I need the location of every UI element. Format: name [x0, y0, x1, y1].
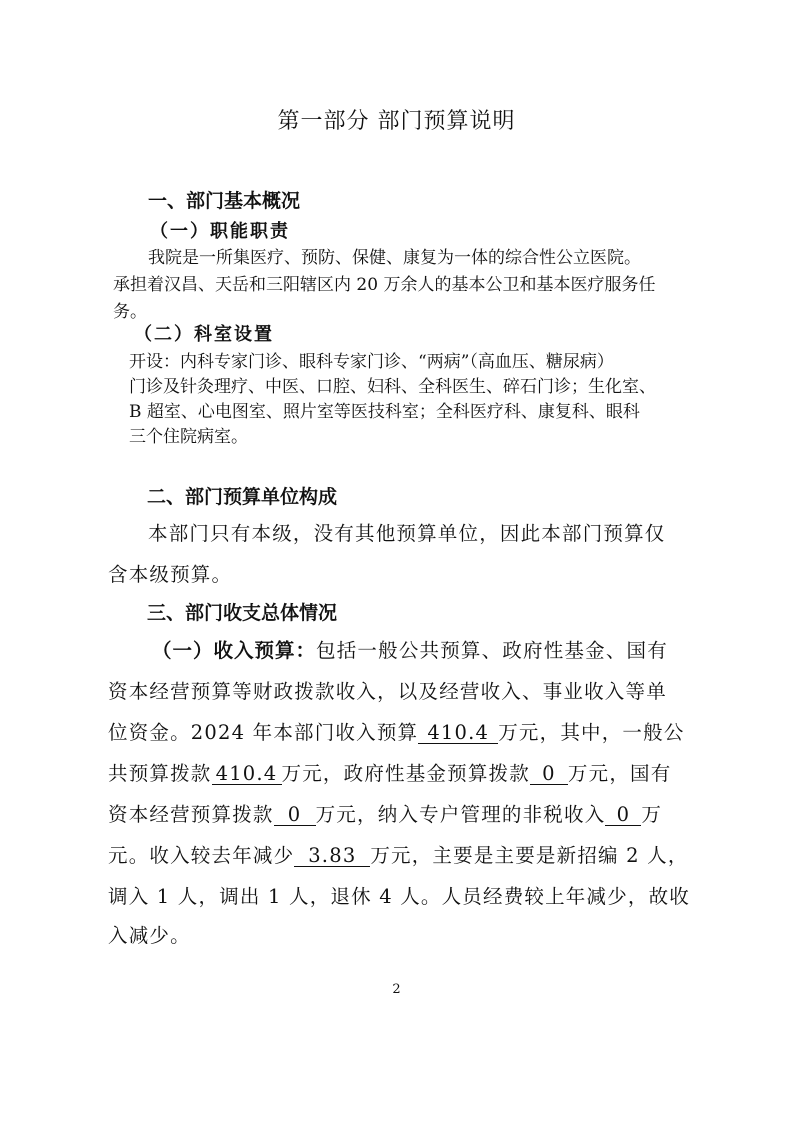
section3-heading: 三、部门收支总体情况	[147, 602, 338, 624]
income-line-7: 调入 1 人，调出 1 人，退休 4 人。人员经费较上年减少，故收	[108, 885, 691, 908]
income-line-5-text-a: 资本经营预算拨款	[108, 803, 274, 826]
income-line-6	[108, 840, 689, 868]
departments-line-1: 开设：内科专家门诊、眼科专家门诊、“两病”（高血压、糖尿病）	[129, 352, 614, 372]
general-budget-value: 410.4	[212, 764, 282, 785]
section2-heading: 二、部门预算单位构成	[147, 486, 338, 508]
gov-fund-value: 0	[530, 764, 568, 785]
section2-line-1: 本部门只有本级，没有其他预算单位，因此本部门预算仅	[148, 522, 666, 545]
section1-sub1-heading: （一）职能职责	[150, 221, 290, 242]
income-line-4	[108, 758, 671, 786]
income-line-3	[108, 717, 685, 745]
income-line-1	[152, 635, 668, 663]
departments-line-3: B 超室、心电图室、照片室等医技科室；全科医疗科、康复科、眼科	[129, 402, 640, 422]
duties-line-3: 务。	[113, 302, 147, 322]
income-line-3-text-a: 位资金。2024 年本部门收入预算	[108, 721, 419, 744]
income-line-6-text-a: 元。收入较去年减少	[108, 844, 295, 867]
income-line-6-text-b: 万元，主要是主要是新招编 2 人，	[370, 844, 689, 867]
income-line-5-text-b: 万元，纳入专户管理的非税收入	[315, 803, 606, 826]
income-decrease-value: 3.83	[294, 846, 370, 867]
departments-line-4: 三个住院病室。	[129, 427, 248, 447]
income-line-2: 资本经营预算等财政拨款收入，以及经营收入、事业收入等单	[108, 680, 667, 703]
duties-line-2: 承担着汉昌、天岳和三阳辖区内 20 万余人的基本公卫和基本医疗服务任	[113, 275, 656, 295]
section1-heading: 一、部门基本概况	[148, 190, 301, 212]
income-line-4-text-c: 万元，国有	[567, 762, 672, 785]
income-line-3-text-b: 万元，其中，一般公	[498, 721, 685, 744]
state-capital-value: 0	[274, 805, 316, 826]
non-tax-income-value: 0	[605, 805, 641, 826]
income-line-5	[108, 799, 662, 827]
income-label: （一）收入预算：	[152, 639, 317, 662]
page-title: 第一部分 部门预算说明	[277, 109, 516, 134]
income-line-4-text-a: 共预算拨款	[108, 762, 212, 785]
income-total-value: 410.4	[418, 723, 498, 744]
income-line-1-text: 包括一般公共预算、政府性基金、国有	[316, 639, 668, 662]
duties-line-1: 我院是一所集医疗、预防、保健、康复为一体的综合性公立医院。	[148, 248, 641, 268]
departments-line-2: 门诊及针灸理疗、中医、口腔、妇科、全科医生、碎石门诊；生化室、	[129, 377, 656, 397]
income-line-5-text-c: 万	[641, 803, 663, 826]
section1-sub2-heading: （二）科室设置	[134, 324, 274, 345]
page-number: 2	[392, 982, 401, 997]
income-line-4-text-b: 万元，政府性基金预算拨款	[281, 762, 530, 785]
section2-line-2: 含本级预算。	[108, 563, 233, 586]
income-line-8: 入减少。	[108, 924, 191, 947]
